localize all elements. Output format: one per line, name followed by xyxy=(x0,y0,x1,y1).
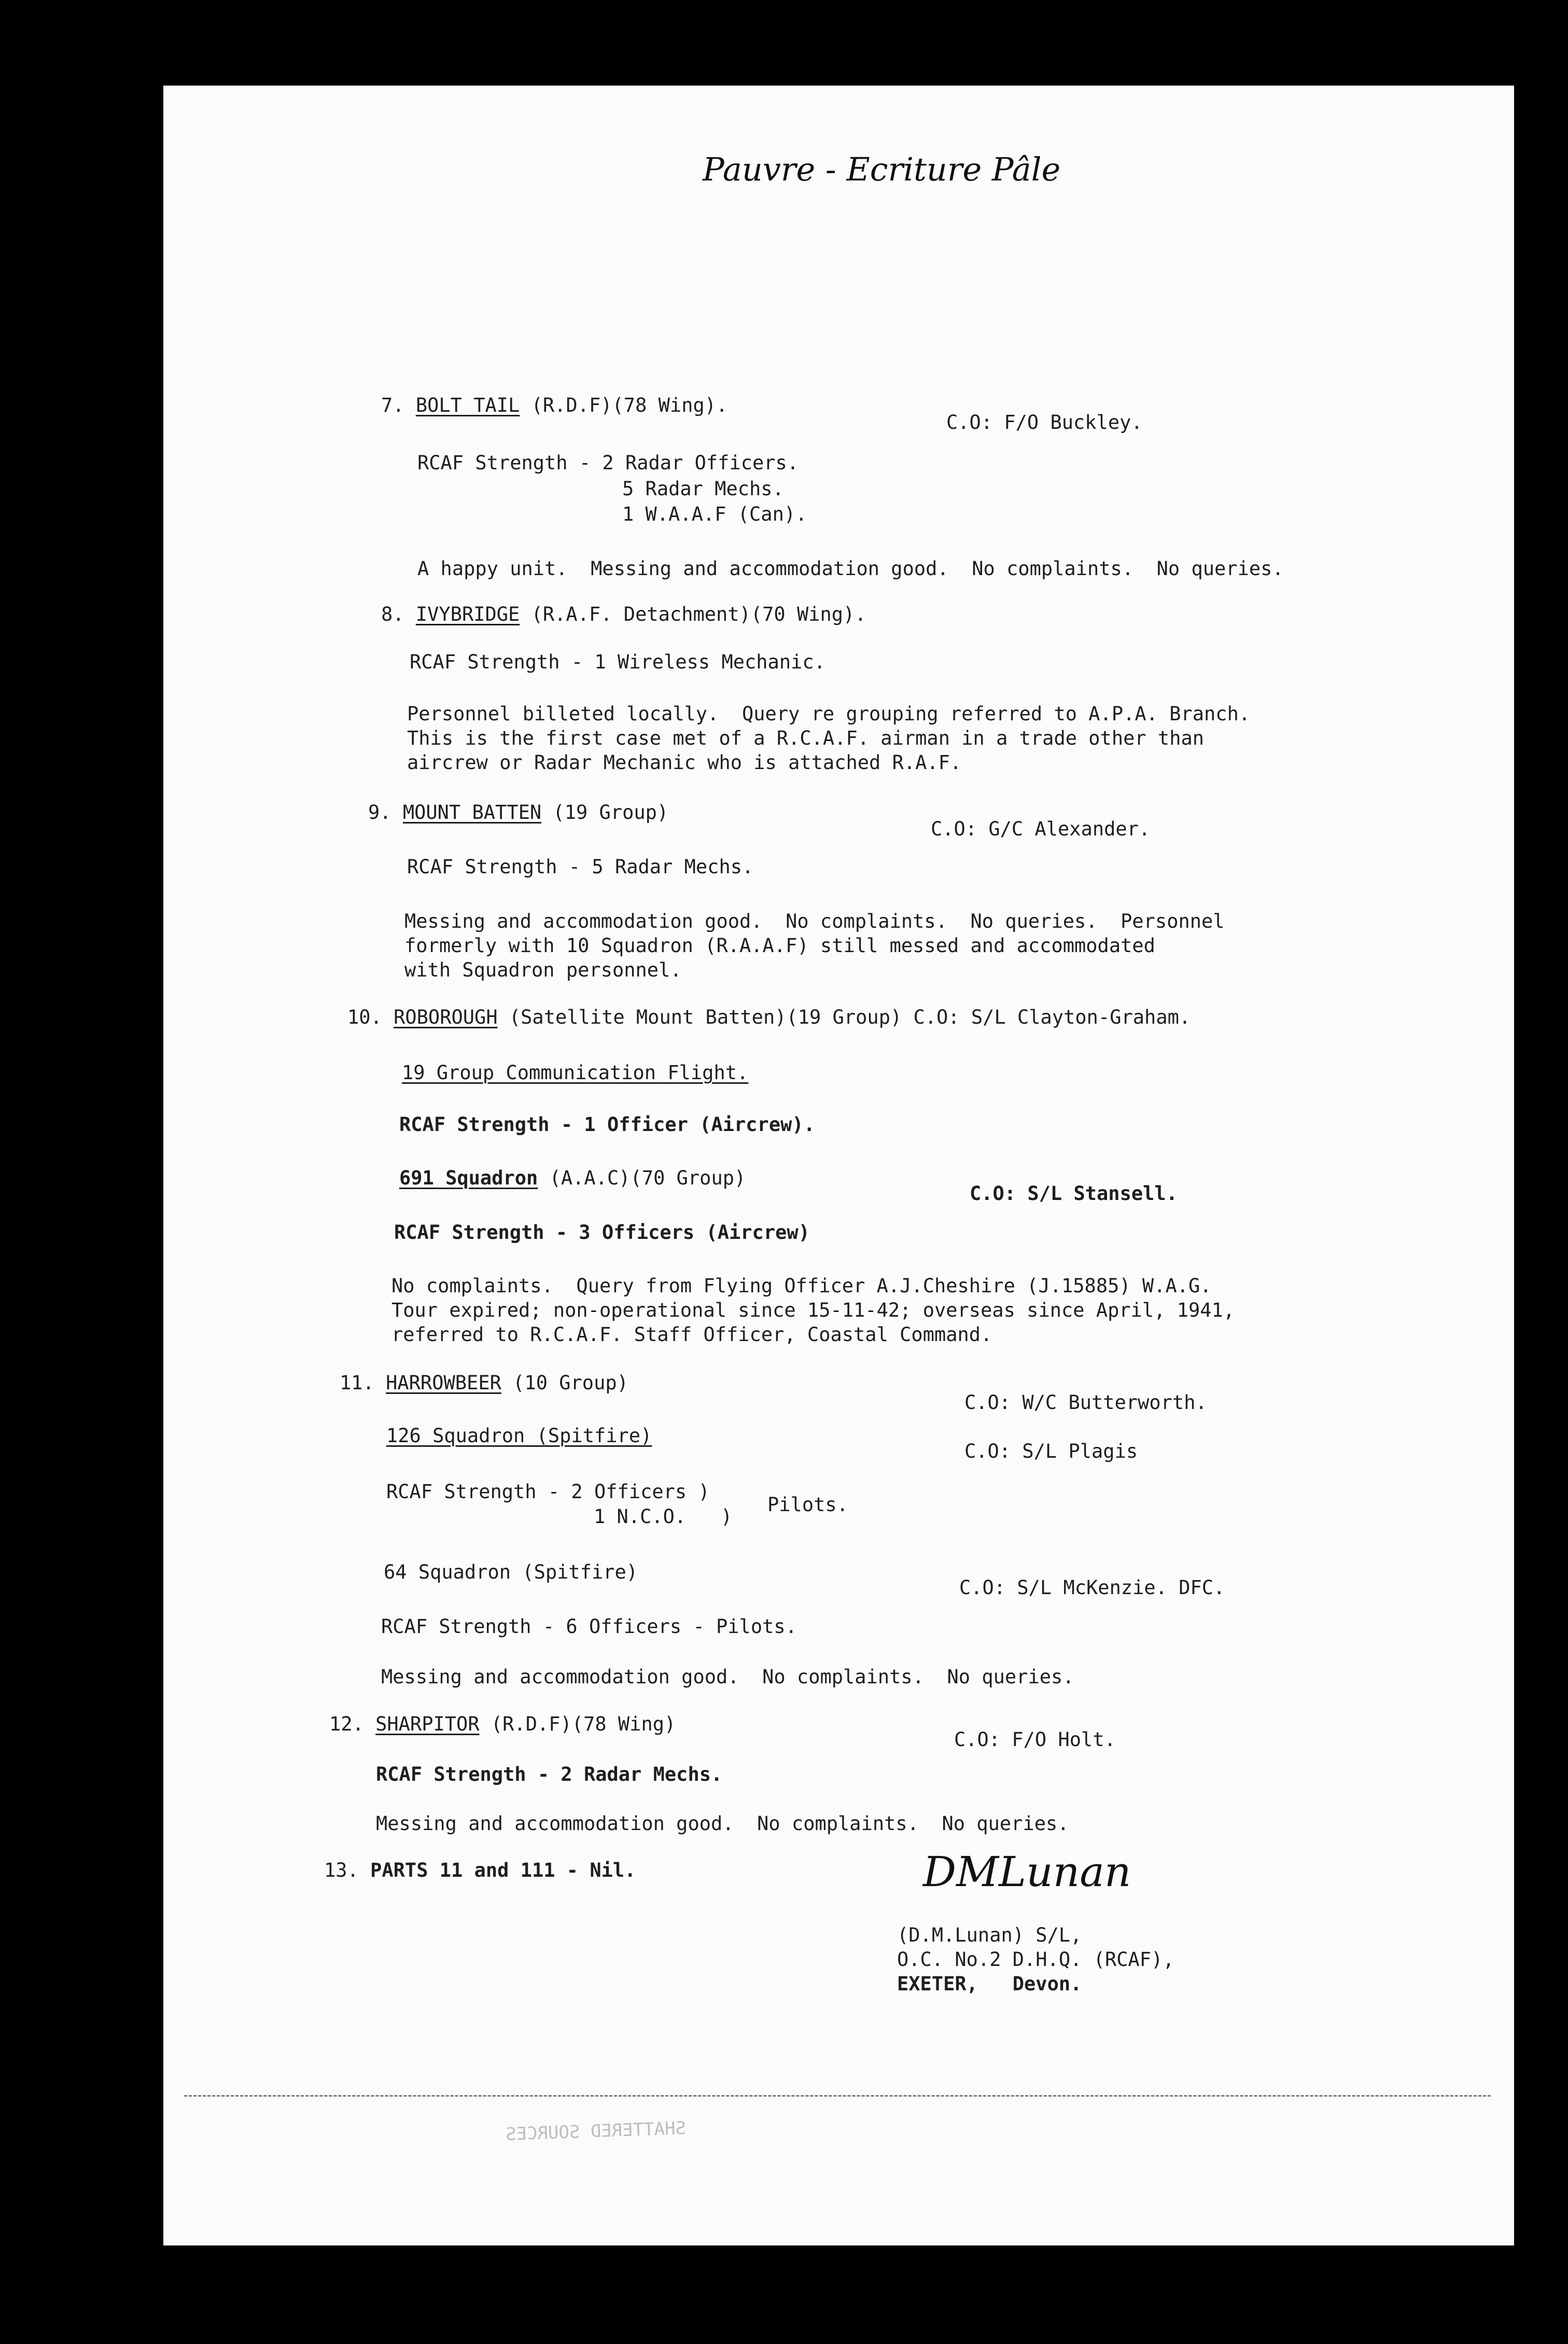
section-13 xyxy=(324,1859,636,1882)
unit-detail: (Satellite Mount Batten)(19 Group) C.O: S/L Clayton-Graham. xyxy=(497,1006,1191,1028)
section-9-co: C.O: G/C Alexander. xyxy=(931,818,1151,840)
signature-line-3: EXETER, Devon. xyxy=(897,1973,1082,1995)
section-11-strength-2: RCAF Strength - 6 Officers - Pilots. xyxy=(381,1615,797,1638)
handwritten-header-note: Pauvre - Ecriture Pâle xyxy=(703,150,1061,188)
section-number: 9. xyxy=(368,801,391,824)
section-11-squadron-64: 64 Squadron (Spitfire) xyxy=(384,1561,638,1583)
section-8-remarks-line3: aircrew or Radar Mechanic who is attached R.A.F. xyxy=(407,751,962,774)
section-10-squadron-heading xyxy=(399,1167,746,1190)
section-9-strength: RCAF Strength - 5 Radar Mechs. xyxy=(407,856,754,878)
section-number: 8. xyxy=(381,603,404,625)
section-8-remarks-line2: This is the first case met of a R.C.A.F. airman in a trade other than xyxy=(407,727,1205,749)
section-11-strength-1b: 1 N.C.O. ) xyxy=(594,1505,733,1528)
squadron-name: 691 Squadron xyxy=(399,1167,538,1189)
section-11-strength-1a: RCAF Strength - 2 Officers ) xyxy=(386,1481,710,1503)
section-11-pilots-note: Pilots. xyxy=(767,1494,848,1516)
section-number: 11. xyxy=(340,1372,374,1394)
section-9-remarks-line3: with Squadron personnel. xyxy=(404,959,682,981)
section-8-remarks-line1: Personnel billeted locally. Query re grouping referred to A.P.A. Branch. xyxy=(407,703,1251,725)
section-11-squadron-64-co: C.O: S/L McKenzie. DFC. xyxy=(959,1576,1225,1599)
signature-line-2: O.C. No.2 D.H.Q. (RCAF), xyxy=(897,1948,1174,1971)
section-12-heading xyxy=(329,1713,676,1736)
section-8-strength: RCAF Strength - 1 Wireless Mechanic. xyxy=(410,651,825,673)
section-11-squadron-126-co: C.O: S/L Plagis xyxy=(964,1440,1138,1462)
section-10-remarks-line1: No complaints. Query from Flying Officer A.J.Cheshire (J.15885) W.A.G. xyxy=(391,1275,1212,1297)
section-7-strength-line3: 1 W.A.A.F (Can). xyxy=(622,503,807,525)
unit-detail: (R.D.F)(78 Wing) xyxy=(479,1713,676,1735)
section-10-heading xyxy=(347,1006,1191,1029)
section-9-remarks-line1: Messing and accommodation good. No complaints. No queries. Personnel xyxy=(404,910,1225,932)
section-11-co: C.O: W/C Butterworth. xyxy=(964,1391,1207,1414)
section-11-remarks: Messing and accommodation good. No complaints. No queries. xyxy=(381,1666,1074,1688)
section-8-heading xyxy=(381,603,866,626)
section-12-remarks: Messing and accommodation good. No complaints. No queries. xyxy=(376,1812,1069,1835)
section-13-text: PARTS 11 and 111 - Nil. xyxy=(370,1859,636,1881)
unit-detail: (R.A.F. Detachment)(70 Wing). xyxy=(520,603,866,625)
section-7-strength-line2: 5 Radar Mechs. xyxy=(622,478,784,500)
unit-name: BOLT TAIL xyxy=(415,394,520,416)
unit-name: ROBOROUGH xyxy=(394,1006,498,1028)
unit-name: IVYBRIDGE xyxy=(415,603,520,625)
section-10-flight: 19 Group Communication Flight. xyxy=(402,1062,749,1084)
handwritten-signature: DMLunan xyxy=(923,1848,1131,1896)
section-10-remarks-line2: Tour expired; non-operational since 15-11-42; overseas since April, 1941, xyxy=(391,1299,1235,1321)
section-number: 10. xyxy=(347,1006,382,1028)
section-number: 13. xyxy=(324,1859,359,1881)
unit-name: SHARPITOR xyxy=(375,1713,480,1735)
unit-name: MOUNT BATTEN xyxy=(402,801,542,824)
unit-detail: (10 Group) xyxy=(501,1372,628,1394)
unit-detail: (R.D.F)(78 Wing). xyxy=(520,394,728,416)
unit-detail: (19 Group) xyxy=(541,801,669,824)
section-12-strength: RCAF Strength - 2 Radar Mechs. xyxy=(376,1763,723,1785)
section-7-strength: RCAF Strength - 2 Radar Officers. xyxy=(417,452,799,474)
squadron-detail: (A.A.C)(70 Group) xyxy=(538,1167,746,1189)
section-7-heading xyxy=(381,394,727,417)
section-12-co: C.O: F/O Holt. xyxy=(954,1728,1116,1751)
section-7-remarks: A happy unit. Messing and accommodation good. No complaints. No queries. xyxy=(417,557,1284,580)
document-page xyxy=(163,86,1514,2245)
section-10-remarks-line3: referred to R.C.A.F. Staff Officer, Coastal Command. xyxy=(391,1323,992,1346)
dashed-divider xyxy=(184,2095,1491,2097)
section-7-co: C.O: F/O Buckley. xyxy=(946,411,1143,434)
section-11-squadron-126: 126 Squadron (Spitfire) xyxy=(386,1425,652,1447)
section-9-heading xyxy=(368,801,668,824)
bottom-mirrored-stamp: SHATTERED SOURCES xyxy=(505,2117,687,2145)
signature-line-1: (D.M.Lunan) S/L, xyxy=(897,1924,1082,1946)
section-10-squadron-co: C.O: S/L Stansell. xyxy=(970,1182,1178,1205)
unit-name: HARROWBEER xyxy=(386,1372,501,1394)
section-10-strength-1: RCAF Strength - 1 Officer (Aircrew). xyxy=(399,1113,815,1136)
section-10-strength-2: RCAF Strength - 3 Officers (Aircrew) xyxy=(394,1221,810,1244)
section-number: 12. xyxy=(329,1713,364,1735)
section-11-heading xyxy=(340,1372,628,1394)
section-number: 7. xyxy=(381,394,404,416)
section-9-remarks-line2: formerly with 10 Squadron (R.A.A.F) still messed and accommodated xyxy=(404,934,1155,957)
